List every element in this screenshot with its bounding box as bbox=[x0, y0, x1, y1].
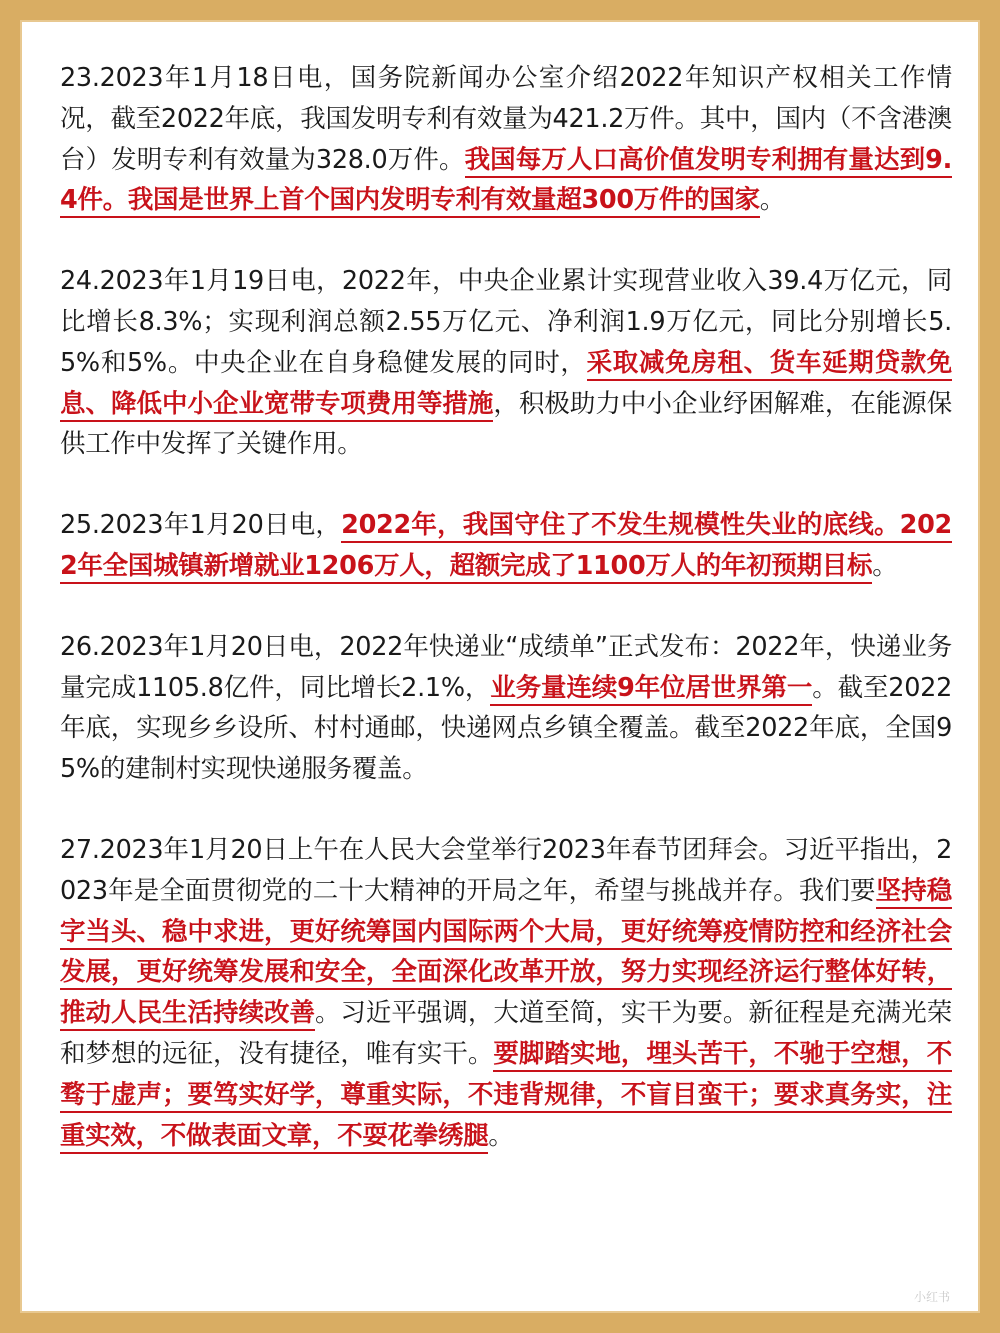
body-text: 25.2023年1月20日电， bbox=[60, 510, 342, 541]
body-text: 24.2023年1月19日电，2022年，中央企业累计实现营业收入39.4万亿元，同比增长8.3%；实现利润总额2.55万亿元、净利润1.9万亿元，同比分别增长5.5%和5%。中央企业在自身稳健发展的同时， bbox=[60, 266, 952, 378]
content-card bbox=[20, 20, 980, 1313]
highlighted-text: 我国每万人口高价值发明专利拥有量达到9.4件。我国是世界上首个国内发明专利有效量超300万件的国家 bbox=[60, 145, 952, 219]
body-text: 23.2023年1月18日电，国务院新闻办公室介绍2022年知识产权相关工作情况，截至2022年底，我国发明专利有效量为421.2万件。其中，国内（不含港澳台）发明专利有效量为328.0万件。 bbox=[60, 63, 952, 175]
news-paragraph bbox=[60, 627, 952, 790]
news-paragraph bbox=[60, 505, 952, 587]
body-text: 。截至2022年底，实现乡乡设所、村村通邮，快递网点乡镇全覆盖。截至2022年底，全国95%的建制村实现快递服务覆盖。 bbox=[60, 672, 952, 785]
body-text: 27.2023年1月20日上午在人民大会堂举行2023年春节团拜会。习近平指出，2023年是全面贯彻党的二十大精神的开局之年，希望与挑战并存。我们要 bbox=[60, 834, 952, 906]
news-paragraph bbox=[60, 58, 952, 221]
body-text: 。 bbox=[488, 1120, 514, 1151]
article-body bbox=[60, 58, 952, 1156]
highlighted-text: 2022年，我国守住了不发生规模性失业的底线。2022年全国城镇新增就业1206万人，超额完成了1100万人的年初预期目标 bbox=[60, 510, 952, 584]
highlighted-text: 采取减免房租、货车延期贷款免息、降低中小企业宽带专项费用等措施 bbox=[60, 348, 952, 422]
highlighted-text: 业务量连续9年位居世界第一 bbox=[490, 673, 812, 706]
body-text: 。 bbox=[872, 550, 898, 581]
highlighted-text: 坚持稳字当头、稳中求进，更好统筹国内国际两个大局，更好统筹疫情防控和经济社会发展，更好统筹发展和安全，全面深化改革开放，努力实现经济运行整体好转，推动人民生活持续改善 bbox=[60, 876, 952, 1031]
body-text: 。习近平强调，大道至简，实干为要。新征程是充满光荣和梦想的远征，没有捷径，唯有实干。 bbox=[60, 998, 952, 1069]
news-paragraph bbox=[60, 830, 952, 1156]
body-text: 。 bbox=[759, 185, 785, 216]
body-text: 26.2023年1月20日电，2022年快递业“成绩单”正式发布：2022年，快递业务量完成1105.8亿件，同比增长2.1%， bbox=[60, 631, 952, 703]
news-paragraph bbox=[60, 261, 952, 465]
watermark: 小红书 bbox=[913, 1290, 950, 1304]
highlighted-text: 要脚踏实地，埋头苦干，不驰于空想，不骛于虚声；要笃实好学，尊重实际，不违背规律，不盲目蛮干；要求真务实，注重实效，不做表面文章，不耍花拳绣腿 bbox=[60, 1039, 952, 1154]
body-text: ，积极助力中小企业纾困解难，在能源保供工作中发挥了关键作用。 bbox=[60, 388, 952, 460]
